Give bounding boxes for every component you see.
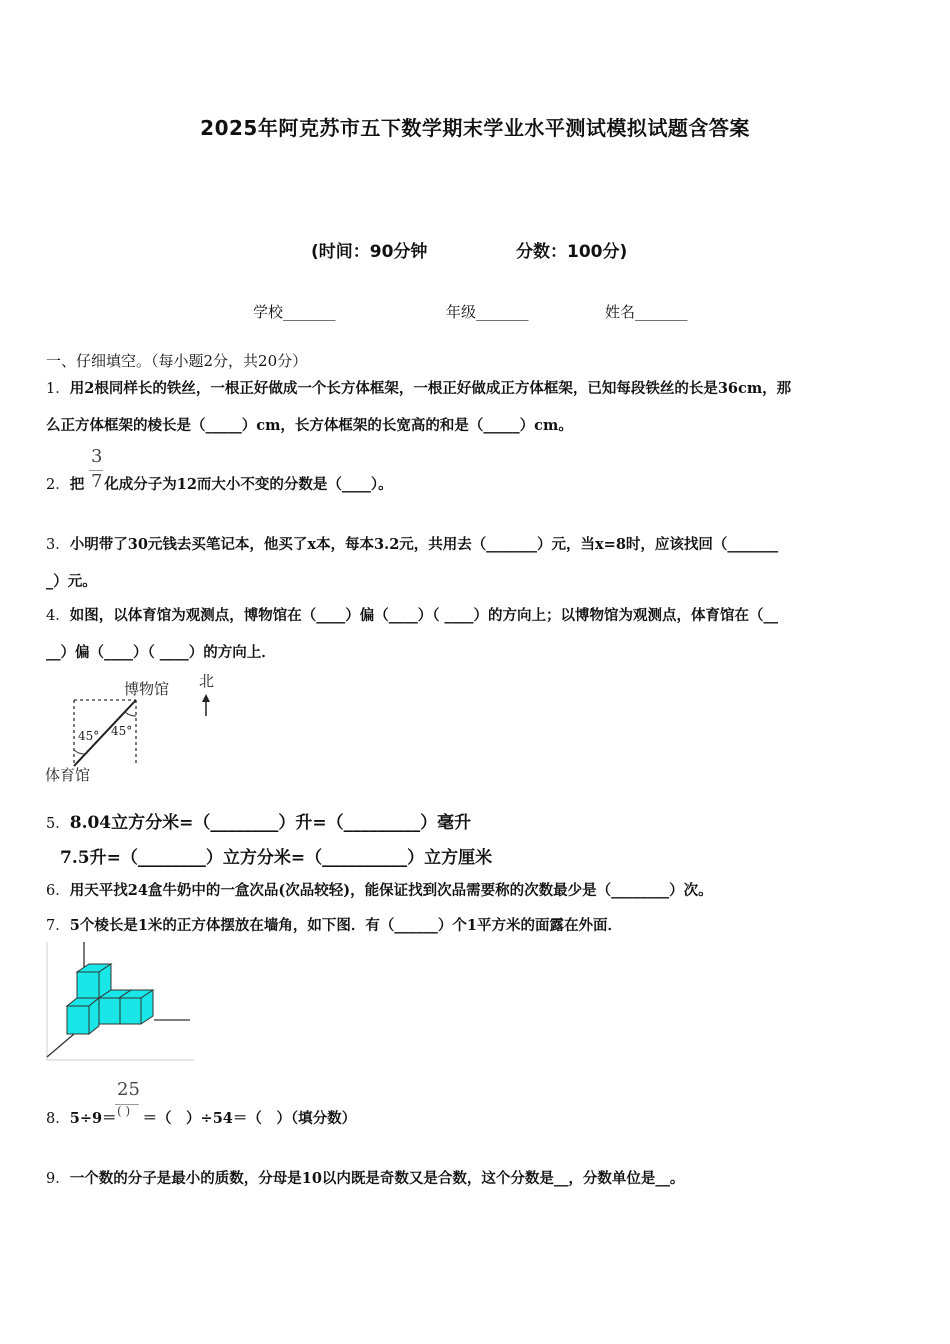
- question-1: [46, 377, 791, 398]
- question-text: 一个数的分子是最小的质数，分母是10以内既是奇数又是合数，这个分数是__，分数单位是__。: [69, 1170, 685, 1187]
- fraction-numerator: 25: [117, 1079, 140, 1100]
- section-heading: 一、仔细填空。（每小题2分，共20分）: [46, 352, 308, 370]
- question-4-cont: __）偏（____）（ ____）的方向上．: [46, 644, 276, 661]
- cube-front-face: [77, 972, 99, 998]
- angle-arc-museum: [125, 712, 136, 716]
- question-text: 8.04立方分米=（________）升=（_________）毫升: [69, 813, 472, 833]
- question-number: 1．: [46, 381, 70, 397]
- question-number: 7．: [46, 918, 70, 934]
- floor-edge-left: [47, 1034, 74, 1057]
- question-7: [46, 914, 622, 935]
- question-number: 9．: [46, 1171, 70, 1187]
- question-4: [46, 604, 778, 625]
- question-text: 小明带了30元钱去买笔记本，他买了x本，每本3.2元，共用去（_______）元，当x=8时，应该找回（_______: [69, 536, 779, 553]
- question-6: [46, 879, 713, 900]
- question-number: 5．: [46, 816, 70, 832]
- cube-front-face: [120, 998, 141, 1024]
- fraction-numerator: 3: [91, 446, 103, 467]
- question-text: 5个棱长是1米的正方体摆放在墙角，如下图．有（______）个1平方米的面露在外面．: [69, 917, 622, 934]
- gym-label: 体育馆: [45, 766, 91, 784]
- question-9: [46, 1167, 684, 1188]
- cube-corner-diagram: [44, 942, 194, 1062]
- question-number: 4．: [46, 608, 70, 624]
- page-title: 2025年阿克苏市五下数学期末学业水平测试模拟试题含答案: [200, 116, 750, 140]
- question-number: 3．: [46, 537, 70, 553]
- angle-label-museum: 45°: [111, 724, 133, 738]
- question-1-cont: 么正方体框架的棱长是（_____）cm，长方体框架的长宽高的和是（_____）cm。: [46, 417, 573, 434]
- museum-label: 博物馆: [124, 680, 170, 698]
- question-number: 6．: [46, 883, 70, 899]
- question-prefix: 5÷9＝: [69, 1110, 117, 1127]
- north-arrow-icon: [202, 694, 210, 702]
- question-5-cont: 7.5升=（________）立方分米=（__________）立方厘米: [60, 848, 493, 868]
- question-prefix: 把: [69, 476, 85, 493]
- question-text: 如图，以体育馆为观测点，博物馆在（____）偏（____）（ ____）的方向上；以博物馆为观测点，体育馆在（__: [69, 607, 779, 624]
- question-text: ＝（ ）÷54＝（ ）（填分数）: [142, 1110, 357, 1127]
- exam-time: (时间：90分钟: [311, 242, 428, 262]
- question-text: 用2根同样长的铁丝，一根正好做成一个长方体框架，一根正好做成正方体框架，已知每段铁丝的长是36cm，那: [69, 380, 792, 397]
- question-text: 用天平找24盒牛奶中的一盒次品(次品较轻)，能保证找到次品需要称的次数最少是（________）次。: [69, 882, 713, 899]
- school-field[interactable]: 学校_______: [253, 303, 336, 321]
- fraction-denominator: 7: [91, 471, 103, 492]
- angle-arc-gym: [74, 750, 85, 754]
- question-3-cont: _）元。: [46, 573, 97, 590]
- question-number: 2．: [46, 477, 70, 493]
- question-number: 8．: [46, 1111, 70, 1127]
- grade-field[interactable]: 年级_______: [446, 303, 529, 321]
- exam-score: 分数：100分): [516, 242, 628, 262]
- question-8: [46, 1107, 356, 1128]
- angle-label-gym: 45°: [78, 729, 100, 743]
- north-label: 北: [199, 672, 215, 690]
- question-5: [46, 808, 471, 833]
- question-3: [46, 533, 778, 554]
- fraction-denominator: ( ): [117, 1104, 131, 1118]
- question-2: [46, 473, 393, 494]
- cube-front-face: [67, 1006, 89, 1034]
- cube-front-face: [99, 998, 120, 1024]
- question-text: 化成分子为12而大小不变的分数是（____）。: [104, 476, 393, 493]
- name-field[interactable]: 姓名_______: [605, 303, 688, 321]
- direction-diagram: [44, 668, 224, 786]
